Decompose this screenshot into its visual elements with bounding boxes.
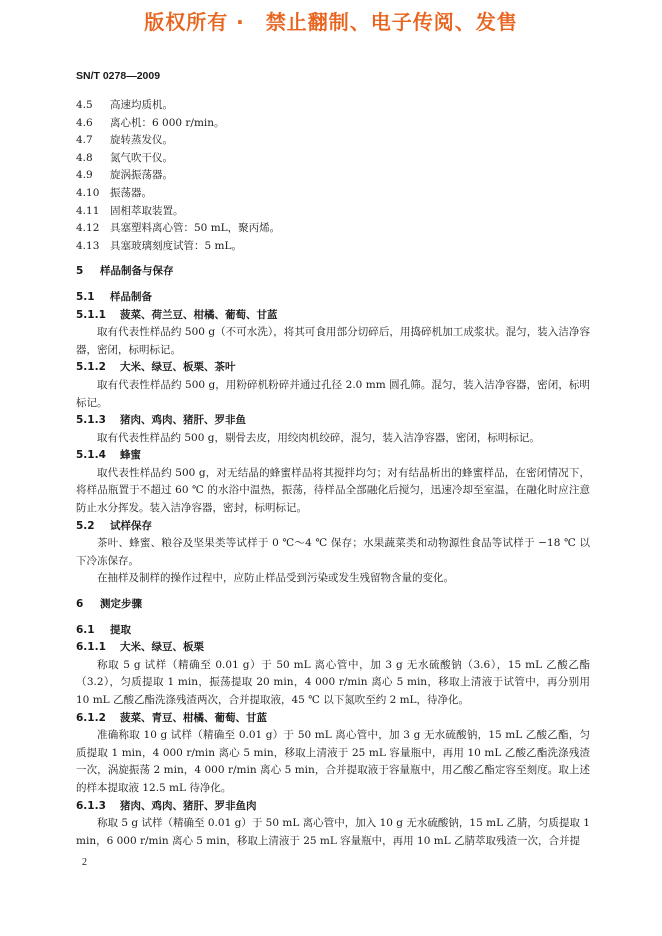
subsubsection-title: 猪肉、鸡肉、猪肝、罗非鱼	[120, 414, 246, 427]
item-text: 旋涡振荡器。	[110, 169, 173, 182]
paragraph: 在抽样及制样的操作过程中，应防止样品受到污染或发生残留物含量的变化。	[97, 572, 454, 585]
list-item	[76, 115, 590, 133]
subsubsection-title: 猪肉、鸡肉、猪肝、罗非鱼肉	[120, 799, 257, 812]
subsubsection-number: 6.1.1	[76, 641, 106, 654]
paragraph: 称取 5 g 试样（精确至 0.01 g）于 50 mL 离心管中，加入 10 g 无水硫酸钠，15 mL 乙腈，匀质提取 1 min，6 000 r/min 离心 5 min，移取上清液于 25 mL 容量瓶中，再用 10 mL 乙腈萃取残渣一次，合并提	[76, 817, 590, 847]
subsubsection-number: 6.1.3	[76, 799, 106, 812]
paragraph: 取代表性样品约 500 g，对无结晶的蜂蜜样品将其搅拌均匀；对有结晶析出的蜂蜜样品，在密闭情况下，将样品瓶置于不超过 60 ℃ 的水浴中温热，振荡，待样品全部融化后搅匀，迅速冷却至室温，在融化时应注意防止水分挥发。装入洁净容器，密封，标明标记。	[76, 466, 590, 515]
subsubsection-heading	[76, 639, 590, 657]
list-item	[76, 167, 590, 185]
subsubsection-title: 大米、绿豆、板栗	[120, 641, 204, 654]
subsection-number: 5.2	[76, 519, 95, 532]
item-text: 具塞塑料离心管：50 mL，聚丙烯。	[110, 222, 281, 235]
item-number: 4.5	[76, 99, 93, 111]
subsection-heading	[76, 518, 590, 536]
subsection-heading	[76, 289, 590, 307]
item-number: 4.9	[76, 169, 93, 182]
item-text: 振荡器。	[110, 186, 152, 199]
paragraph: 称取 5 g 试样（精确至 0.01 g）于 50 mL 离心管中，加 3 g 无水硫酸钠（3.6），15 mL 乙酸乙酯（3.2），匀质提取 1 min，振荡提取 20 min，4 000 r/min 离心 5 min，移取上清液于试管中，再分别用 10 mL 乙酸乙酯洗涤残渣两次，合并提取液，45 ℃ 以下氮吹至约 2 mL，待净化。	[76, 658, 590, 706]
subsubsection-title: 大米、绿豆、板栗、茶叶	[120, 361, 236, 374]
list-item	[76, 97, 590, 115]
paragraph: 取有代表性样品约 500 g，用粉碎机粉碎并通过孔径 2.0 mm 圆孔筛。混匀，装入洁净容器，密闭，标明标记。	[76, 378, 590, 409]
item-number: 4.13	[76, 239, 100, 252]
subsection-title: 试样保存	[110, 519, 152, 532]
section-number: 5	[76, 265, 84, 278]
subsubsection-title: 蜂蜜	[120, 449, 141, 462]
subsubsection-number: 5.1.1	[76, 308, 106, 321]
subsubsection-number: 5.1.4	[76, 449, 106, 462]
subsubsection-heading	[76, 447, 590, 465]
item-number: 4.7	[76, 134, 93, 147]
subsubsection-title: 菠菜、荷兰豆、柑橘、葡萄、甘蓝	[120, 308, 278, 321]
item-number: 4.11	[76, 204, 100, 217]
subsection-number: 6.1	[76, 623, 95, 636]
document-body	[76, 97, 590, 850]
list-item	[76, 203, 590, 221]
list-item	[76, 132, 590, 150]
subsubsection-heading	[76, 798, 590, 816]
item-text: 具塞玻璃刻度试管：5 mL。	[110, 239, 242, 252]
item-number: 4.6	[76, 116, 93, 129]
subsection-title: 提取	[110, 623, 131, 636]
subsubsection-heading	[76, 307, 590, 325]
item-number: 4.12	[76, 222, 100, 235]
section-title: 样品制备与保存	[100, 265, 174, 278]
subsubsection-heading	[76, 710, 590, 728]
item-number: 4.10	[76, 186, 100, 199]
list-item	[76, 185, 590, 203]
item-number: 4.8	[76, 151, 93, 164]
item-text: 固相萃取装置。	[110, 204, 184, 217]
section-heading	[76, 263, 590, 281]
section-number: 6	[76, 598, 84, 611]
subsubsection-number: 5.1.2	[76, 361, 106, 374]
subsubsection-number: 5.1.3	[76, 414, 106, 427]
subsection-heading	[76, 622, 590, 640]
section-title: 测定步骤	[100, 598, 142, 611]
subsubsection-heading	[76, 359, 590, 377]
copyright-watermark: 版权所有 · 禁止翻制、电子传阅、发售	[144, 10, 518, 34]
page-number: 2	[82, 857, 87, 868]
list-item	[76, 238, 590, 256]
equipment-list	[76, 97, 590, 255]
subsubsection-heading	[76, 412, 590, 430]
subsubsection-number: 6.1.2	[76, 711, 106, 724]
item-text: 高速均质机。	[110, 99, 173, 111]
subsection-title: 样品制备	[110, 290, 152, 303]
subsection-number: 5.1	[76, 290, 95, 303]
item-text: 氮气吹干仪。	[110, 151, 173, 164]
subsubsection-title: 菠菜、青豆、柑橘、葡萄、甘蓝	[120, 711, 267, 724]
paragraph: 取有代表性样品约 500 g（不可水洗），将其可食用部分切碎后，用捣碎机加工成浆状。混匀，装入洁净容器，密闭，标明标记。	[76, 326, 590, 356]
paragraph: 准确称取 10 g 试样（精确至 0.01 g）于 50 mL 离心管中，加 3 g 无水硫酸钠，15 mL 乙酸乙酯，匀质提取 1 min，4 000 r/min 离心 5 min，移取上清液于 25 mL 容量瓶中，再用 10 mL 乙酸乙酯洗涤残渣一次，涡旋振荡 2 min，4 000 r/min 离心 5 min，合并提取液于容量瓶中，用乙酸乙酯定容至刻度。取上述的样本提取液 12.5 mL 待净化。	[76, 729, 590, 794]
list-item	[76, 150, 590, 168]
section-heading	[76, 596, 590, 614]
standard-number: SN/T 0278—2009	[76, 70, 161, 82]
list-item	[76, 220, 590, 238]
paragraph: 茶叶、蜂蜜、粮谷及坚果类等试样于 0 ℃～4 ℃ 保存；水果蔬菜类和动物源性食品等试样于 −18 ℃ 以下冷冻保存。	[76, 537, 590, 567]
paragraph: 取有代表性样品约 500 g，剔骨去皮，用绞肉机绞碎，混匀，装入洁净容器，密闭，标明标记。	[97, 431, 540, 444]
item-text: 离心机：6 000 r/min。	[110, 116, 225, 129]
item-text: 旋转蒸发仪。	[110, 134, 173, 147]
